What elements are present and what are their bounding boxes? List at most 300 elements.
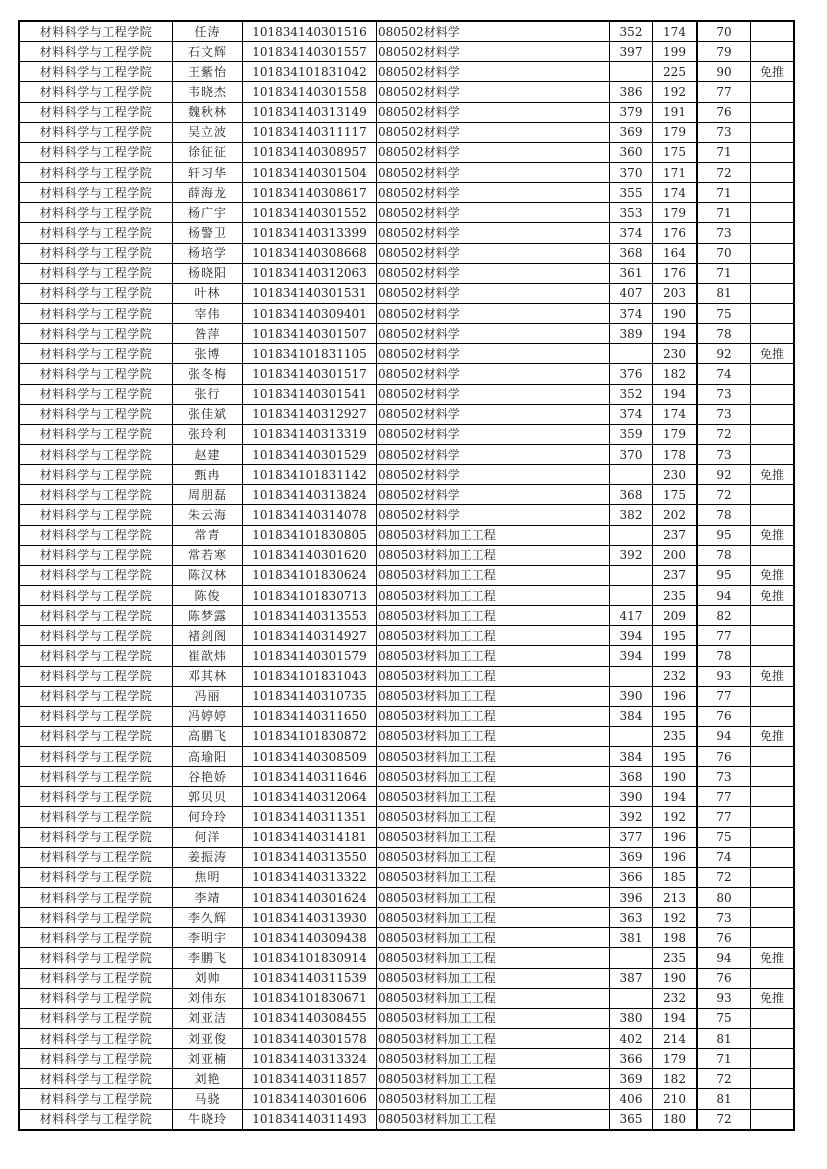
- name-cell: 崔歆炜: [173, 646, 243, 666]
- name-cell: 李明宇: [173, 928, 243, 948]
- name-cell: 石文辉: [173, 42, 243, 62]
- college-cell: 材料科学与工程学院: [19, 203, 173, 223]
- table-row: [19, 82, 794, 102]
- total-score-cell: 392: [610, 807, 653, 827]
- name-cell: 焦明: [173, 867, 243, 887]
- college-cell: 材料科学与工程学院: [19, 263, 173, 283]
- table-row: [19, 384, 794, 404]
- score-cell: 190: [653, 303, 698, 323]
- total-score-cell: [610, 948, 653, 968]
- college-cell: 材料科学与工程学院: [19, 465, 173, 485]
- weighted-score-cell: 78: [697, 646, 751, 666]
- score-cell: 209: [653, 606, 698, 626]
- table-row: [19, 223, 794, 243]
- total-score-cell: 396: [610, 888, 653, 908]
- table-row: [19, 1029, 794, 1049]
- weighted-score-cell: 74: [697, 847, 751, 867]
- score-cell: 194: [653, 384, 698, 404]
- total-score-cell: 355: [610, 183, 653, 203]
- note-cell: [751, 888, 795, 908]
- candidate-id-cell: 101834101830713: [243, 585, 377, 605]
- weighted-score-cell: 90: [697, 62, 751, 82]
- name-cell: 刘亚洁: [173, 1008, 243, 1028]
- table-row: [19, 183, 794, 203]
- note-cell: [751, 606, 795, 626]
- score-cell: 196: [653, 847, 698, 867]
- table-row: [19, 1049, 794, 1069]
- candidate-id-cell: 101834101830671: [243, 988, 377, 1008]
- candidate-id-cell: 101834140301504: [243, 162, 377, 182]
- total-score-cell: [610, 585, 653, 605]
- name-cell: 轩习华: [173, 162, 243, 182]
- total-score-cell: 370: [610, 162, 653, 182]
- name-cell: 何玲玲: [173, 807, 243, 827]
- candidate-id-cell: 101834140314078: [243, 505, 377, 525]
- weighted-score-cell: 76: [697, 968, 751, 988]
- college-cell: 材料科学与工程学院: [19, 324, 173, 344]
- name-cell: 张玲利: [173, 424, 243, 444]
- weighted-score-cell: 77: [697, 686, 751, 706]
- table-row: [19, 525, 794, 545]
- total-score-cell: 374: [610, 223, 653, 243]
- weighted-score-cell: 71: [697, 263, 751, 283]
- name-cell: 王紫怡: [173, 62, 243, 82]
- college-cell: 材料科学与工程学院: [19, 847, 173, 867]
- name-cell: 何洋: [173, 827, 243, 847]
- name-cell: 叶林: [173, 283, 243, 303]
- candidate-id-cell: 101834140301620: [243, 545, 377, 565]
- total-score-cell: 376: [610, 364, 653, 384]
- total-score-cell: 406: [610, 1089, 653, 1109]
- major-cell: 080503材料加工工程: [377, 787, 610, 807]
- candidate-id-cell: 101834140301516: [243, 21, 377, 42]
- score-cell: 194: [653, 787, 698, 807]
- candidate-id-cell: 101834140312927: [243, 404, 377, 424]
- name-cell: 甄冉: [173, 465, 243, 485]
- weighted-score-cell: 95: [697, 565, 751, 585]
- weighted-score-cell: 73: [697, 384, 751, 404]
- major-cell: 080503材料加工工程: [377, 626, 610, 646]
- major-cell: 080503材料加工工程: [377, 1069, 610, 1089]
- table-row: [19, 646, 794, 666]
- table-row: [19, 767, 794, 787]
- candidate-id-cell: 101834101830624: [243, 565, 377, 585]
- table-row: [19, 545, 794, 565]
- note-cell: [751, 82, 795, 102]
- weighted-score-cell: 71: [697, 142, 751, 162]
- name-cell: 张冬梅: [173, 364, 243, 384]
- table-row: [19, 1109, 794, 1130]
- table-row: [19, 585, 794, 605]
- major-cell: 080503材料加工工程: [377, 888, 610, 908]
- total-score-cell: 365: [610, 1109, 653, 1130]
- score-cell: 203: [653, 283, 698, 303]
- total-score-cell: [610, 62, 653, 82]
- note-cell: [751, 283, 795, 303]
- name-cell: 韦晓杰: [173, 82, 243, 102]
- total-score-cell: 384: [610, 706, 653, 726]
- college-cell: 材料科学与工程学院: [19, 122, 173, 142]
- total-score-cell: 381: [610, 928, 653, 948]
- total-score-cell: [610, 565, 653, 585]
- weighted-score-cell: 73: [697, 444, 751, 464]
- major-cell: 080503材料加工工程: [377, 606, 610, 626]
- weighted-score-cell: 78: [697, 324, 751, 344]
- note-cell: [751, 847, 795, 867]
- candidate-id-cell: 101834140313149: [243, 102, 377, 122]
- table-row: [19, 626, 794, 646]
- major-cell: 080502材料学: [377, 82, 610, 102]
- weighted-score-cell: 82: [697, 606, 751, 626]
- score-cell: 225: [653, 62, 698, 82]
- name-cell: 郭贝贝: [173, 787, 243, 807]
- table-row: [19, 505, 794, 525]
- score-cell: 200: [653, 545, 698, 565]
- table-row: [19, 888, 794, 908]
- table-row: [19, 928, 794, 948]
- table-row: [19, 485, 794, 505]
- score-cell: 194: [653, 324, 698, 344]
- name-cell: 杨广宇: [173, 203, 243, 223]
- score-cell: 190: [653, 767, 698, 787]
- table-row: [19, 847, 794, 867]
- weighted-score-cell: 77: [697, 626, 751, 646]
- total-score-cell: [610, 988, 653, 1008]
- weighted-score-cell: 78: [697, 505, 751, 525]
- table-row: [19, 283, 794, 303]
- score-cell: 235: [653, 585, 698, 605]
- score-cell: 179: [653, 1049, 698, 1069]
- college-cell: 材料科学与工程学院: [19, 585, 173, 605]
- candidate-id-cell: 101834140313550: [243, 847, 377, 867]
- name-cell: 杨警卫: [173, 223, 243, 243]
- total-score-cell: 390: [610, 686, 653, 706]
- table-row: [19, 102, 794, 122]
- candidate-id-cell: 101834140314181: [243, 827, 377, 847]
- score-cell: 191: [653, 102, 698, 122]
- note-cell: [751, 626, 795, 646]
- total-score-cell: 402: [610, 1029, 653, 1049]
- candidate-id-cell: 101834101831043: [243, 666, 377, 686]
- college-cell: 材料科学与工程学院: [19, 42, 173, 62]
- college-cell: 材料科学与工程学院: [19, 545, 173, 565]
- college-cell: 材料科学与工程学院: [19, 767, 173, 787]
- candidate-id-cell: 101834140301552: [243, 203, 377, 223]
- college-cell: 材料科学与工程学院: [19, 827, 173, 847]
- college-cell: 材料科学与工程学院: [19, 21, 173, 42]
- major-cell: 080503材料加工工程: [377, 747, 610, 767]
- note-cell: [751, 142, 795, 162]
- college-cell: 材料科学与工程学院: [19, 646, 173, 666]
- score-cell: 192: [653, 807, 698, 827]
- major-cell: 080503材料加工工程: [377, 948, 610, 968]
- note-cell: [751, 1069, 795, 1089]
- table-row: [19, 948, 794, 968]
- weighted-score-cell: 81: [697, 1089, 751, 1109]
- note-cell: 免推: [751, 465, 795, 485]
- major-cell: 080502材料学: [377, 102, 610, 122]
- name-cell: 冯婷婷: [173, 706, 243, 726]
- score-cell: 195: [653, 706, 698, 726]
- weighted-score-cell: 71: [697, 1049, 751, 1069]
- college-cell: 材料科学与工程学院: [19, 444, 173, 464]
- candidate-id-cell: 101834140308455: [243, 1008, 377, 1028]
- weighted-score-cell: 78: [697, 545, 751, 565]
- major-cell: 080502材料学: [377, 21, 610, 42]
- total-score-cell: 363: [610, 908, 653, 928]
- score-cell: 174: [653, 183, 698, 203]
- table-row: [19, 1008, 794, 1028]
- candidate-id-cell: 101834140308617: [243, 183, 377, 203]
- note-cell: [751, 1008, 795, 1028]
- table-row: [19, 686, 794, 706]
- total-score-cell: 382: [610, 505, 653, 525]
- weighted-score-cell: 73: [697, 767, 751, 787]
- college-cell: 材料科学与工程学院: [19, 62, 173, 82]
- table-row: [19, 807, 794, 827]
- candidate-id-cell: 101834140313324: [243, 1049, 377, 1069]
- major-cell: 080503材料加工工程: [377, 827, 610, 847]
- candidate-id-cell: 101834101830805: [243, 525, 377, 545]
- table-row: [19, 606, 794, 626]
- score-cell: 213: [653, 888, 698, 908]
- name-cell: 杨培学: [173, 243, 243, 263]
- candidate-id-cell: 101834140309401: [243, 303, 377, 323]
- name-cell: 褚剑阁: [173, 626, 243, 646]
- note-cell: 免推: [751, 585, 795, 605]
- table-row: [19, 827, 794, 847]
- college-cell: 材料科学与工程学院: [19, 1069, 173, 1089]
- total-score-cell: 369: [610, 1069, 653, 1089]
- major-cell: 080503材料加工工程: [377, 1089, 610, 1109]
- score-cell: 232: [653, 666, 698, 686]
- weighted-score-cell: 81: [697, 1029, 751, 1049]
- major-cell: 080503材料加工工程: [377, 585, 610, 605]
- note-cell: [751, 1029, 795, 1049]
- note-cell: [751, 243, 795, 263]
- college-cell: 材料科学与工程学院: [19, 787, 173, 807]
- table-row: [19, 747, 794, 767]
- weighted-score-cell: 70: [697, 21, 751, 42]
- note-cell: [751, 404, 795, 424]
- score-cell: 196: [653, 686, 698, 706]
- major-cell: 080502材料学: [377, 485, 610, 505]
- note-cell: [751, 545, 795, 565]
- name-cell: 常青: [173, 525, 243, 545]
- candidate-id-cell: 101834140301606: [243, 1089, 377, 1109]
- note-cell: [751, 384, 795, 404]
- college-cell: 材料科学与工程学院: [19, 626, 173, 646]
- score-cell: 202: [653, 505, 698, 525]
- score-cell: 232: [653, 988, 698, 1008]
- weighted-score-cell: 72: [697, 424, 751, 444]
- college-cell: 材料科学与工程学院: [19, 303, 173, 323]
- total-score-cell: [610, 525, 653, 545]
- major-cell: 080503材料加工工程: [377, 807, 610, 827]
- score-cell: 194: [653, 1008, 698, 1028]
- table-row: [19, 968, 794, 988]
- note-cell: [751, 444, 795, 464]
- major-cell: 080502材料学: [377, 444, 610, 464]
- score-cell: 214: [653, 1029, 698, 1049]
- name-cell: 李靖: [173, 888, 243, 908]
- note-cell: [751, 21, 795, 42]
- note-cell: [751, 747, 795, 767]
- note-cell: [751, 122, 795, 142]
- score-cell: 237: [653, 565, 698, 585]
- major-cell: 080503材料加工工程: [377, 928, 610, 948]
- weighted-score-cell: 76: [697, 928, 751, 948]
- score-cell: 235: [653, 948, 698, 968]
- note-cell: [751, 1049, 795, 1069]
- weighted-score-cell: 94: [697, 948, 751, 968]
- score-cell: 179: [653, 203, 698, 223]
- total-score-cell: 368: [610, 243, 653, 263]
- major-cell: 080502材料学: [377, 263, 610, 283]
- candidate-id-cell: 101834140309438: [243, 928, 377, 948]
- candidate-id-cell: 101834140301557: [243, 42, 377, 62]
- score-cell: 198: [653, 928, 698, 948]
- major-cell: 080503材料加工工程: [377, 545, 610, 565]
- major-cell: 080502材料学: [377, 162, 610, 182]
- note-cell: [751, 505, 795, 525]
- score-cell: 190: [653, 968, 698, 988]
- name-cell: 张行: [173, 384, 243, 404]
- name-cell: 任涛: [173, 21, 243, 42]
- score-cell: 182: [653, 364, 698, 384]
- score-cell: 195: [653, 626, 698, 646]
- college-cell: 材料科学与工程学院: [19, 1109, 173, 1130]
- candidate-id-cell: 101834140301558: [243, 82, 377, 102]
- total-score-cell: 384: [610, 747, 653, 767]
- candidate-id-cell: 101834140301517: [243, 364, 377, 384]
- weighted-score-cell: 92: [697, 344, 751, 364]
- college-cell: 材料科学与工程学院: [19, 888, 173, 908]
- score-table: [18, 20, 795, 1131]
- total-score-cell: 386: [610, 82, 653, 102]
- table-row: [19, 424, 794, 444]
- college-cell: 材料科学与工程学院: [19, 1089, 173, 1109]
- weighted-score-cell: 77: [697, 82, 751, 102]
- college-cell: 材料科学与工程学院: [19, 928, 173, 948]
- weighted-score-cell: 75: [697, 303, 751, 323]
- score-cell: 230: [653, 465, 698, 485]
- name-cell: 刘伟东: [173, 988, 243, 1008]
- weighted-score-cell: 74: [697, 364, 751, 384]
- college-cell: 材料科学与工程学院: [19, 726, 173, 746]
- candidate-id-cell: 101834140312063: [243, 263, 377, 283]
- candidate-id-cell: 101834140311539: [243, 968, 377, 988]
- note-cell: [751, 686, 795, 706]
- college-cell: 材料科学与工程学院: [19, 686, 173, 706]
- candidate-id-cell: 101834101831142: [243, 465, 377, 485]
- note-cell: [751, 807, 795, 827]
- name-cell: 姜振涛: [173, 847, 243, 867]
- score-cell: 210: [653, 1089, 698, 1109]
- note-cell: [751, 203, 795, 223]
- score-cell: 179: [653, 424, 698, 444]
- score-cell: 178: [653, 444, 698, 464]
- name-cell: 陈俊: [173, 585, 243, 605]
- table-row: [19, 444, 794, 464]
- candidate-id-cell: 101834140301531: [243, 283, 377, 303]
- total-score-cell: 366: [610, 1049, 653, 1069]
- major-cell: 080502材料学: [377, 424, 610, 444]
- name-cell: 谷艳娇: [173, 767, 243, 787]
- college-cell: 材料科学与工程学院: [19, 485, 173, 505]
- name-cell: 朱云海: [173, 505, 243, 525]
- total-score-cell: 369: [610, 847, 653, 867]
- table-row: [19, 666, 794, 686]
- candidate-id-cell: 101834140311351: [243, 807, 377, 827]
- college-cell: 材料科学与工程学院: [19, 747, 173, 767]
- table-row: [19, 162, 794, 182]
- note-cell: [751, 364, 795, 384]
- weighted-score-cell: 73: [697, 908, 751, 928]
- name-cell: 刘艳: [173, 1069, 243, 1089]
- note-cell: [751, 968, 795, 988]
- name-cell: 薛海龙: [173, 183, 243, 203]
- table-row: [19, 404, 794, 424]
- major-cell: 080503材料加工工程: [377, 1029, 610, 1049]
- major-cell: 080502材料学: [377, 364, 610, 384]
- weighted-score-cell: 81: [697, 283, 751, 303]
- note-cell: [751, 928, 795, 948]
- table-row: [19, 122, 794, 142]
- college-cell: 材料科学与工程学院: [19, 344, 173, 364]
- major-cell: 080502材料学: [377, 42, 610, 62]
- major-cell: 080503材料加工工程: [377, 525, 610, 545]
- weighted-score-cell: 79: [697, 42, 751, 62]
- score-cell: 174: [653, 404, 698, 424]
- name-cell: 魏秋林: [173, 102, 243, 122]
- total-score-cell: 368: [610, 485, 653, 505]
- table-row: [19, 344, 794, 364]
- weighted-score-cell: 73: [697, 404, 751, 424]
- name-cell: 刘亚楠: [173, 1049, 243, 1069]
- note-cell: [751, 787, 795, 807]
- total-score-cell: 370: [610, 444, 653, 464]
- note-cell: [751, 42, 795, 62]
- weighted-score-cell: 80: [697, 888, 751, 908]
- score-cell: 195: [653, 747, 698, 767]
- candidate-id-cell: 101834140311650: [243, 706, 377, 726]
- name-cell: 马骁: [173, 1089, 243, 1109]
- candidate-id-cell: 101834140301578: [243, 1029, 377, 1049]
- total-score-cell: [610, 465, 653, 485]
- major-cell: 080502材料学: [377, 183, 610, 203]
- major-cell: 080503材料加工工程: [377, 908, 610, 928]
- total-score-cell: 397: [610, 42, 653, 62]
- college-cell: 材料科学与工程学院: [19, 988, 173, 1008]
- score-cell: 199: [653, 646, 698, 666]
- score-cell: 171: [653, 162, 698, 182]
- total-score-cell: 394: [610, 626, 653, 646]
- candidate-id-cell: 101834140301541: [243, 384, 377, 404]
- major-cell: 080503材料加工工程: [377, 706, 610, 726]
- score-cell: 164: [653, 243, 698, 263]
- score-cell: 185: [653, 867, 698, 887]
- note-cell: [751, 183, 795, 203]
- major-cell: 080502材料学: [377, 283, 610, 303]
- weighted-score-cell: 92: [697, 465, 751, 485]
- college-cell: 材料科学与工程学院: [19, 505, 173, 525]
- table-row: [19, 1069, 794, 1089]
- score-cell: 174: [653, 21, 698, 42]
- score-cell: 192: [653, 82, 698, 102]
- college-cell: 材料科学与工程学院: [19, 1029, 173, 1049]
- total-score-cell: 352: [610, 21, 653, 42]
